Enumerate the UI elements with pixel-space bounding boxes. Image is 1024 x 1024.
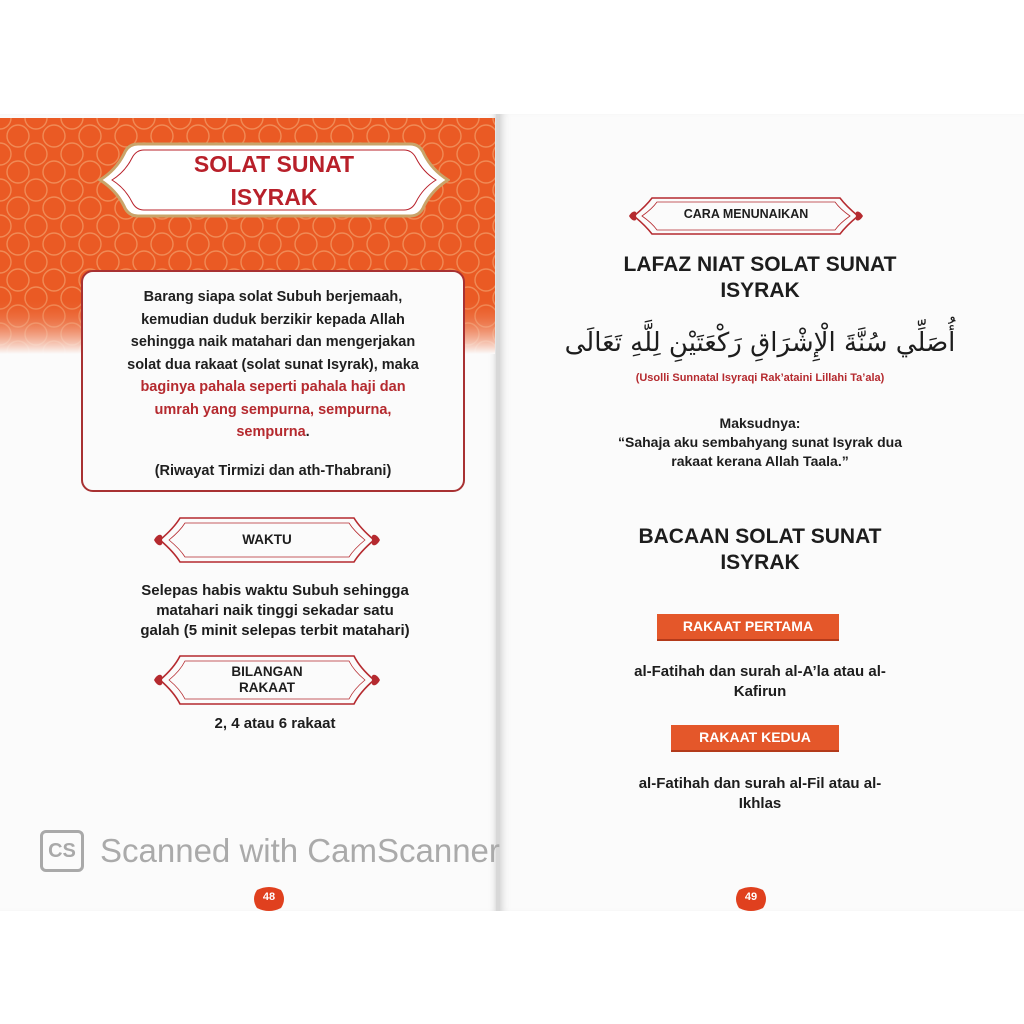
rakaat-kedua-line: Ikhlas	[738, 795, 782, 812]
arabic-niat: أُصَلِّي سُنَّةَ الْإِشْرَاقِ رَكْعَتَيْنِ لِلَّهِ تَعَالَى	[564, 328, 956, 358]
rakaat-pertama-tag: RAKAAT PERTAMA	[657, 614, 839, 641]
rakaat-pertama-line: al-Fatihah dan surah al-A’la atau al-	[634, 663, 886, 680]
page-number-left	[251, 886, 287, 912]
hadith-red-line: umrah yang sempurna, sempurna,	[154, 401, 392, 418]
hadith-line: solat dua rakaat (solat sunat Isyrak), maka	[127, 356, 419, 373]
bilangan-label-line-1: BILANGAN	[231, 664, 303, 679]
bilangan-value: 2, 4 atau 6 rakaat	[214, 715, 336, 732]
hadith-red-line: sempurna	[236, 424, 306, 440]
waktu-label: WAKTU	[242, 532, 292, 547]
watermark-text: Scanned with CamScanner	[100, 832, 500, 869]
page-title	[98, 148, 450, 214]
page-number-right	[733, 886, 769, 912]
hadith-source: (Riwayat Tirmizi dan ath-Thabrani)	[154, 463, 392, 479]
maksud-line: “Sahaja aku sembahyang sunat Isyrak dua	[617, 434, 902, 450]
maksudnya-label: Maksudnya:	[719, 415, 801, 431]
page-number-text: 49	[744, 891, 758, 903]
camscanner-logo-icon: CS	[40, 830, 84, 872]
bilangan-label-line-2: RAKAAT	[239, 680, 295, 695]
maksud-block	[540, 414, 980, 471]
hadith-text	[97, 286, 449, 444]
bacaan-heading-line-2: ISYRAK	[720, 551, 800, 574]
title-line-2: ISYRAK	[230, 184, 318, 210]
hadith-end: .	[305, 424, 310, 440]
lafaz-heading	[540, 252, 980, 304]
bacaan-heading	[540, 524, 980, 576]
hadith-box	[81, 270, 465, 492]
hadith-line: kemudian duduk berzikir kepada Allah	[141, 311, 405, 328]
hadith-line: sehingga naik matahari dan mengerjakan	[130, 334, 416, 350]
rakaat-pertama-line: Kafirun	[733, 683, 787, 700]
bacaan-heading-line-1: BACAAN SOLAT SUNAT	[638, 525, 882, 548]
waktu-line: galah (5 minit selepas terbit matahari)	[140, 622, 410, 639]
rakaat-pertama-text	[560, 662, 960, 702]
waktu-text	[90, 581, 460, 641]
hadith-red-line: baginya pahala seperti pahala haji dan	[140, 379, 406, 395]
title-line-1: SOLAT SUNAT	[193, 151, 355, 177]
rakaat-kedua-text	[560, 774, 960, 814]
maksud-line: rakaat kerana Allah Taala.”	[671, 453, 849, 469]
transliteration: (Usolli Sunnatal Isyraqi Rak’ataini Lillahi Ta’ala)	[635, 372, 885, 384]
page-number-text: 48	[262, 891, 276, 903]
waktu-line: Selepas habis waktu Subuh sehingga	[141, 582, 409, 599]
cara-label: CARA MENUNAIKAN	[683, 207, 809, 221]
lafaz-heading-line-2: ISYRAK	[720, 279, 800, 302]
lafaz-heading-line-1: LAFAZ NIAT SOLAT SUNAT	[623, 253, 897, 276]
hadith-line: Barang siapa solat Subuh berjemaah,	[143, 289, 403, 305]
waktu-line: matahari naik tinggi sekadar satu	[156, 602, 394, 619]
rakaat-kedua-tag: RAKAAT KEDUA	[671, 725, 839, 752]
camscanner-watermark	[40, 828, 530, 878]
rakaat-kedua-line: al-Fatihah dan surah al-Fil atau al-	[638, 775, 882, 792]
bilangan-label	[152, 664, 382, 696]
